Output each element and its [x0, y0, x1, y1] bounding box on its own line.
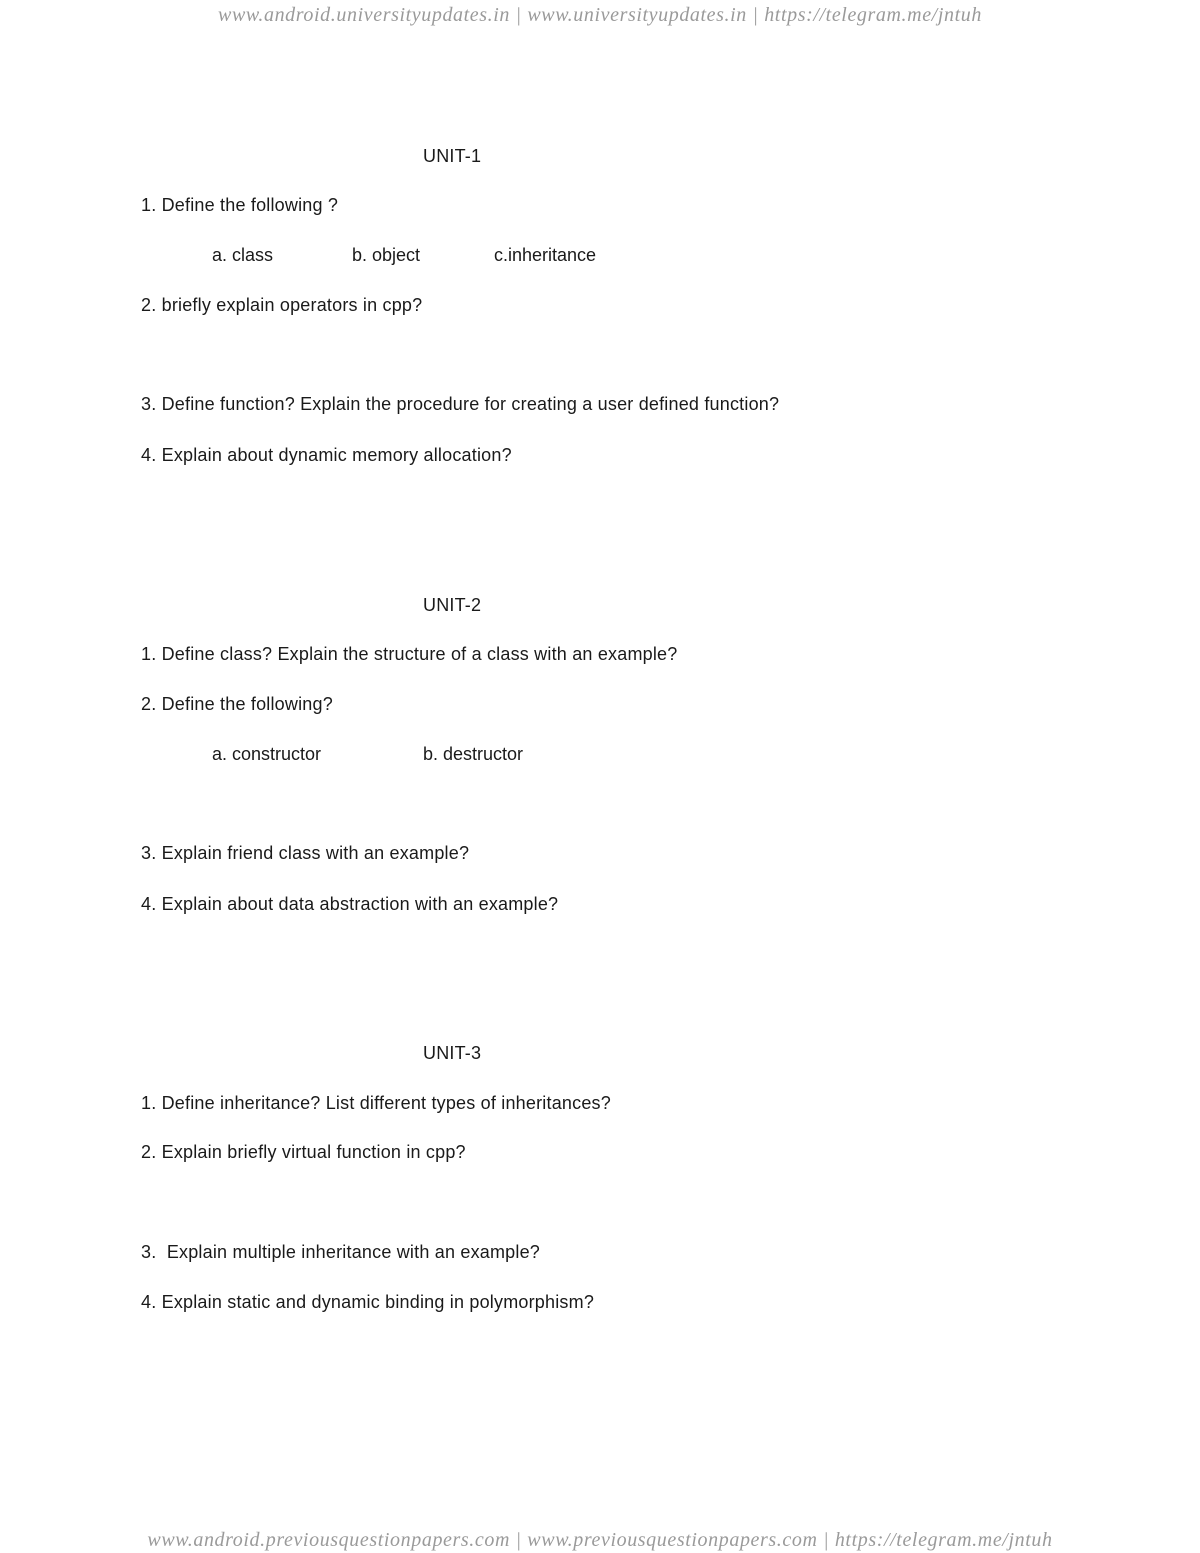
- unit-1-question-1: 1. Define the following ?: [141, 195, 339, 215]
- unit-2-question-4: 4. Explain about data abstraction with an example?: [141, 894, 559, 914]
- unit-2-option-a: a. constructor: [212, 744, 322, 764]
- footer-watermark: www.android.previousquestionpapers.com | www.previousquestionpapers.com | https://telegram.me/jntuh: [147, 1529, 1053, 1551]
- unit-2-question-2: 2. Define the following?: [141, 694, 333, 714]
- unit-3-question-2: 2. Explain briefly virtual function in cpp?: [141, 1142, 466, 1162]
- unit-1-question-4: 4. Explain about dynamic memory allocation?: [141, 445, 512, 465]
- unit-1-question-2: 2. briefly explain operators in cpp?: [141, 295, 423, 315]
- unit-2-question-3: 3. Explain friend class with an example?: [141, 843, 470, 863]
- unit-2-question-1: 1. Define class? Explain the structure of a class with an example?: [141, 644, 678, 664]
- unit-2-heading: UNIT-2: [423, 595, 482, 615]
- unit-3-question-1: 1. Define inheritance? List different types of inheritances?: [141, 1093, 611, 1113]
- unit-1-question-3: 3. Define function? Explain the procedure for creating a user defined function?: [141, 394, 780, 414]
- unit-1-heading: UNIT-1: [423, 146, 482, 166]
- unit-2-option-b: b. destructor: [423, 744, 524, 764]
- unit-3-question-3: 3. Explain multiple inheritance with an example?: [141, 1242, 541, 1262]
- unit-3-question-4: 4. Explain static and dynamic binding in polymorphism?: [141, 1292, 595, 1312]
- unit-1-option-b: b. object: [352, 245, 421, 265]
- unit-3-heading: UNIT-3: [423, 1043, 482, 1063]
- unit-1-option-a: a. class: [212, 245, 274, 265]
- unit-1-option-c: c.inheritance: [494, 245, 597, 265]
- header-watermark: www.android.universityupdates.in | www.universityupdates.in | https://telegram.me/jntuh: [218, 4, 982, 26]
